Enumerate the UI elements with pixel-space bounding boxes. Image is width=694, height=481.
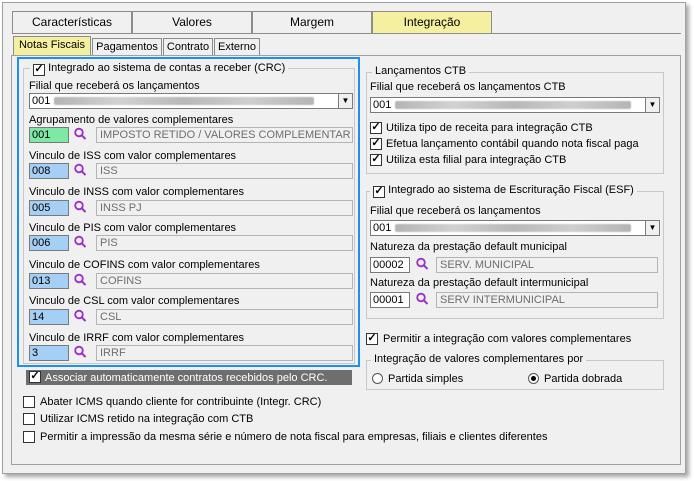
subtab-pagamentos-label: Pagamentos (96, 41, 158, 53)
inss-code-field[interactable]: 005 (29, 200, 69, 216)
iss-label: Vinculo de ISS com valor complementares (29, 150, 237, 162)
utilizar-icms-checkbox[interactable] (23, 413, 35, 425)
irrf-code-field[interactable]: 3 (29, 345, 69, 361)
crc-highlight-box (17, 57, 360, 367)
esf-filial-label: Filial que receberá os lançamentos (370, 205, 541, 217)
pis-code-field[interactable]: 006 (29, 235, 69, 251)
municipal-desc: SERV. MUNICIPAL (436, 257, 658, 273)
subtab-contrato[interactable] (163, 38, 213, 56)
irrf-desc: IRRF (96, 345, 353, 361)
tab-caracteristicas[interactable] (12, 11, 132, 33)
tipo-receita-checkbox[interactable] (370, 122, 382, 134)
subtab-notas-fiscais-label: Notas Fiscais (18, 39, 86, 51)
csl-code-field[interactable]: 14 (29, 309, 69, 325)
utiliza-filial-label: Utiliza esta filial para integração CTB (386, 154, 567, 166)
search-icon[interactable] (414, 257, 430, 273)
efetua-label: Efetua lançamento contábil quando nota fiscal paga (386, 138, 639, 150)
csl-label: Vinculo de CSL com valor complementares (29, 295, 240, 307)
ctb-filial-redacted (395, 101, 631, 109)
tab-valores-label: Valores (172, 15, 212, 29)
iss-code-field[interactable]: 008 (29, 163, 69, 179)
subtab-contrato-label: Contrato (166, 41, 210, 53)
subtab-notas-fiscais[interactable] (13, 36, 91, 56)
abater-icms-label: Abater ICMS quando cliente for contribuinte (Integr. CRC) (40, 396, 322, 408)
csl-desc: CSL (96, 309, 353, 325)
ctb-filial-label: Filial que receberá os lançamentos CTB (370, 81, 566, 93)
inss-desc: INSS PJ (96, 200, 353, 216)
crc-filial-value: 001 (32, 95, 51, 107)
pis-desc: PIS (96, 235, 353, 251)
subtab-pagamentos[interactable] (92, 38, 162, 56)
cofins-desc: COFINS (96, 273, 353, 289)
tipo-receita-label: Utiliza tipo de receita para integração CTB (386, 122, 593, 134)
integracao-complementares-title: Integração de valores complementares por (371, 353, 586, 366)
tab-margem[interactable] (252, 11, 372, 33)
intermunicipal-label: Natureza da prestação default intermunicipal (370, 277, 589, 289)
intermunicipal-code-field[interactable]: 00001 (370, 292, 410, 308)
tab-integracao-label: Integração (403, 15, 461, 29)
pis-label: Vinculo de PIS com valor complementares (29, 222, 237, 234)
crc-title: Integrado ao sistema de contas a receber (CRC) (48, 62, 286, 74)
top-tabs-divider (12, 33, 681, 34)
agrupamento-desc: IMPOSTO RETIDO / VALORES COMPLEMENTAR (96, 127, 353, 143)
partida-dobrada-label: Partida dobrada (544, 373, 623, 385)
agrupamento-code-field[interactable]: 001 (29, 127, 69, 143)
agrupamento-label: Agrupamento de valores complementares (29, 114, 234, 126)
crc-filial-label: Filial que receberá os lançamentos (29, 80, 200, 92)
esf-filial-select[interactable] (370, 220, 660, 236)
abater-icms-checkbox[interactable] (23, 396, 35, 408)
partida-simples-label: Partida simples (388, 373, 464, 385)
partida-simples-radio[interactable] (372, 373, 383, 384)
esf-filial-redacted (395, 224, 631, 232)
esf-title: Integrado ao sistema de Escrituração Fiscal (ESF) (388, 184, 634, 196)
chevron-down-icon[interactable]: ▼ (645, 221, 659, 235)
ctb-filial-select[interactable] (370, 97, 660, 113)
associar-checkbox[interactable] (29, 371, 41, 383)
irrf-label: Vinculo de IRRF com valor complementares (29, 332, 244, 344)
esf-legend (370, 184, 637, 197)
subtab-externo-label: Externo (218, 41, 256, 53)
utiliza-filial-checkbox[interactable] (370, 154, 382, 166)
associar-label: Associar automaticamente contratos recebidos pelo CRC. (45, 372, 328, 384)
tab-margem-label: Margem (289, 15, 334, 29)
permitir-impressao-checkbox[interactable] (23, 431, 35, 443)
permitir-complementares-checkbox[interactable] (366, 333, 378, 345)
search-icon[interactable] (414, 292, 430, 308)
municipal-label: Natureza da prestação default municipal (370, 241, 567, 253)
esf-filial-value: 001 (373, 222, 392, 234)
inss-label: Vinculo de INSS com valor complementares (29, 186, 245, 198)
tab-integracao[interactable] (372, 11, 492, 33)
intermunicipal-desc: SERV INTERMUNICIPAL (436, 292, 658, 308)
permitir-complementares-label: Permitir a integração com valores complementares (383, 333, 632, 345)
chevron-down-icon[interactable]: ▼ (338, 94, 352, 108)
utilizar-icms-label: Utilizar ICMS retido na integração com CTB (40, 413, 254, 425)
cofins-code-field[interactable]: 013 (29, 273, 69, 289)
ctb-title: Lançamentos CTB (372, 65, 469, 78)
municipal-code-field[interactable]: 00002 (370, 257, 410, 273)
subtab-externo[interactable] (214, 38, 260, 56)
tab-valores[interactable] (132, 11, 252, 33)
ctb-filial-value: 001 (373, 99, 392, 111)
tab-caracteristicas-label: Características (31, 15, 113, 29)
cofins-label: Vinculo de COFINS com valor complementares (29, 259, 260, 271)
chevron-down-icon[interactable]: ▼ (645, 98, 659, 112)
iss-desc: ISS (96, 163, 353, 179)
efetua-checkbox[interactable] (370, 138, 382, 150)
esf-checkbox[interactable] (373, 186, 385, 198)
permitir-impressao-label: Permitir a impressão da mesma série e número de nota fiscal para empresas, filiais e clientes diferentes (40, 431, 548, 443)
partida-dobrada-radio[interactable] (528, 373, 539, 384)
